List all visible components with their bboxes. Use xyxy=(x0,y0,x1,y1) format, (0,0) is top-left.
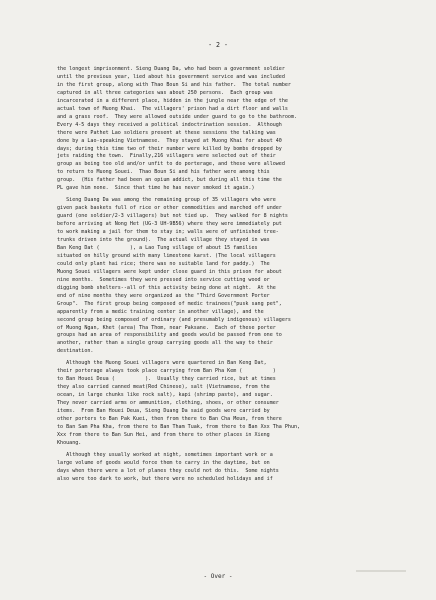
paragraph xyxy=(57,360,393,447)
text-line: given pack baskets full of rice or other commodities and marched off under xyxy=(57,205,282,212)
text-line: large volume of goods would force them to carry in the daytime, but on xyxy=(57,459,270,466)
text-line: nine months. Sometimes they were pressed into service cutting wood or xyxy=(57,276,270,283)
text-line: there were Pathet Lao soldiers present at these sessions the talking was xyxy=(57,129,276,136)
text-line: Every 4-5 days they received a political indoctrination session. Although xyxy=(57,121,282,128)
text-line: Although they usually worked at night, sometimes important work or a xyxy=(57,451,273,458)
text-line: of Muong Ngan, Khet (area) Tha Thom, near Paksane. Each of these porter xyxy=(57,324,276,331)
document-body xyxy=(57,66,393,488)
text-line: group. (His father had been an opium addict, but during all this time the xyxy=(57,177,282,184)
text-line: to return to Muong Souei. Thao Boun Si and his father were among this xyxy=(57,169,270,176)
text-line: another, rather than a single group carrying goods all the way to their xyxy=(57,340,273,347)
text-line: their porterage always took place carrying from Ban Pha Kem ( ) xyxy=(57,368,276,375)
paragraph xyxy=(57,66,393,193)
text-line: other porters to Ban Pak Kuei, then from there to Ban Cha Meun, from there xyxy=(57,415,282,422)
text-line: until the previous year, lied about his government service and was included xyxy=(57,73,285,80)
text-line: captured in all three categories was about 250 persons. Each group was xyxy=(57,89,273,96)
text-line: items. From Ban Houei Deua, Sieng Duang Da said goods were carried by xyxy=(57,408,270,415)
text-line: ocean, in large chunks like rock salt), kapi (shrimp paste), and sugar. xyxy=(57,392,273,399)
text-line: days; during this time two of their number were killed by bombs dropped by xyxy=(57,145,282,152)
text-line: to Ban Sam Pha Kha, from there to Ban Tham Tuak, from there to Ban Xxx Tha Phun, xyxy=(57,423,301,430)
text-line: situated on hilly ground with many limestone karst. (The local villagers xyxy=(57,252,276,259)
scan-smudge xyxy=(356,570,406,572)
text-line: apparently from a medic training center in another village), and the xyxy=(57,308,264,315)
text-line: They never carried arms or ammunition, clothing, shoes, or other consumer xyxy=(57,400,279,407)
text-line: Xxx from there to Ban Sun Hei, and from there to other places in Xieng xyxy=(57,431,270,438)
text-line: end of nine months they were organized as the "Third Government Porter xyxy=(57,292,270,299)
text-line: before arriving at Nong Het (UG-3 UH-9B56) where they were immediately put xyxy=(57,221,282,228)
text-line: could only plant hai rice; there was no suitable land for paddy.) The xyxy=(57,260,270,267)
text-line: and a grass roof. They were allowed outside under guard to go to the bathroom. xyxy=(57,113,298,120)
text-line: also were too dark to work, but there were no scheduled holidays and if xyxy=(57,475,273,482)
text-line: PL gave him none. Since that time he has never smoked it again.) xyxy=(57,185,255,192)
text-line: days when there were a lot of planes they could not do this. Some nights xyxy=(57,467,279,474)
text-line: to work making a jail for them to stay in; walls were of unfinished tree- xyxy=(57,229,279,236)
text-line: jets raiding the town. Finally,216 villagers were selected out of their xyxy=(57,153,276,160)
text-line: trunks driven into the ground). The actual village they stayed in was xyxy=(57,237,270,244)
text-line: to Ban Houei Deua ( ). Usually they carried rice, but at times xyxy=(57,376,276,383)
text-line: Group". The first group being composed of medic trainees("pusk sang pet", xyxy=(57,300,282,307)
text-line: Ban Keng Dat ( ), a Lao Tung village of about 15 families xyxy=(57,244,258,251)
paragraph xyxy=(57,452,393,484)
paragraph xyxy=(57,197,393,356)
text-line: group as being too old and/or unfit to do porterage, and these were allowed xyxy=(57,161,285,168)
page-footer-over: - Over - xyxy=(203,573,233,580)
text-line: in the first group, along with Thao Boun Si and his father. The total number xyxy=(57,81,291,88)
text-line: done by a Lao-speaking Vietnamese. They stayed at Muong Khai for about 40 xyxy=(57,137,282,144)
text-line: they also carried canned meat(Red Chinese), salt (Vietnamese, from the xyxy=(57,384,270,391)
text-line: groups had an area of responsibility and goods would be passed from one to xyxy=(57,332,282,339)
text-line: destination. xyxy=(57,348,94,355)
text-line: second group being composed of ordinary (and presumably indigenous) villagers xyxy=(57,316,291,323)
text-line: Sieng Duang Da was among the remaining group of 35 villagers who were xyxy=(57,197,276,204)
text-line: actual town of Muong Khai. The villagers' prison had a dirt floor and walls xyxy=(57,105,288,112)
text-line: Muong Souei villagers were kept under close guard in this prison for about xyxy=(57,268,282,275)
page-number: - 2 - xyxy=(208,41,228,49)
text-line: the longest imprisonment. Sieng Duang Da, who had been a government soldier xyxy=(57,66,285,72)
text-line: incarcerated in a different place, hidden in the jungle near the edge of the xyxy=(57,97,288,104)
text-line: Although the Muong Souei villagers were quartered in Ban Keng Dat, xyxy=(57,360,267,367)
text-line: Khouang. xyxy=(57,439,82,446)
text-line: guard (one soldier/2-3 villagers) but not tied up. They walked for 8 nights xyxy=(57,213,288,220)
text-line: digging bomb shelters--all of this activity being done at night. At the xyxy=(57,284,276,291)
